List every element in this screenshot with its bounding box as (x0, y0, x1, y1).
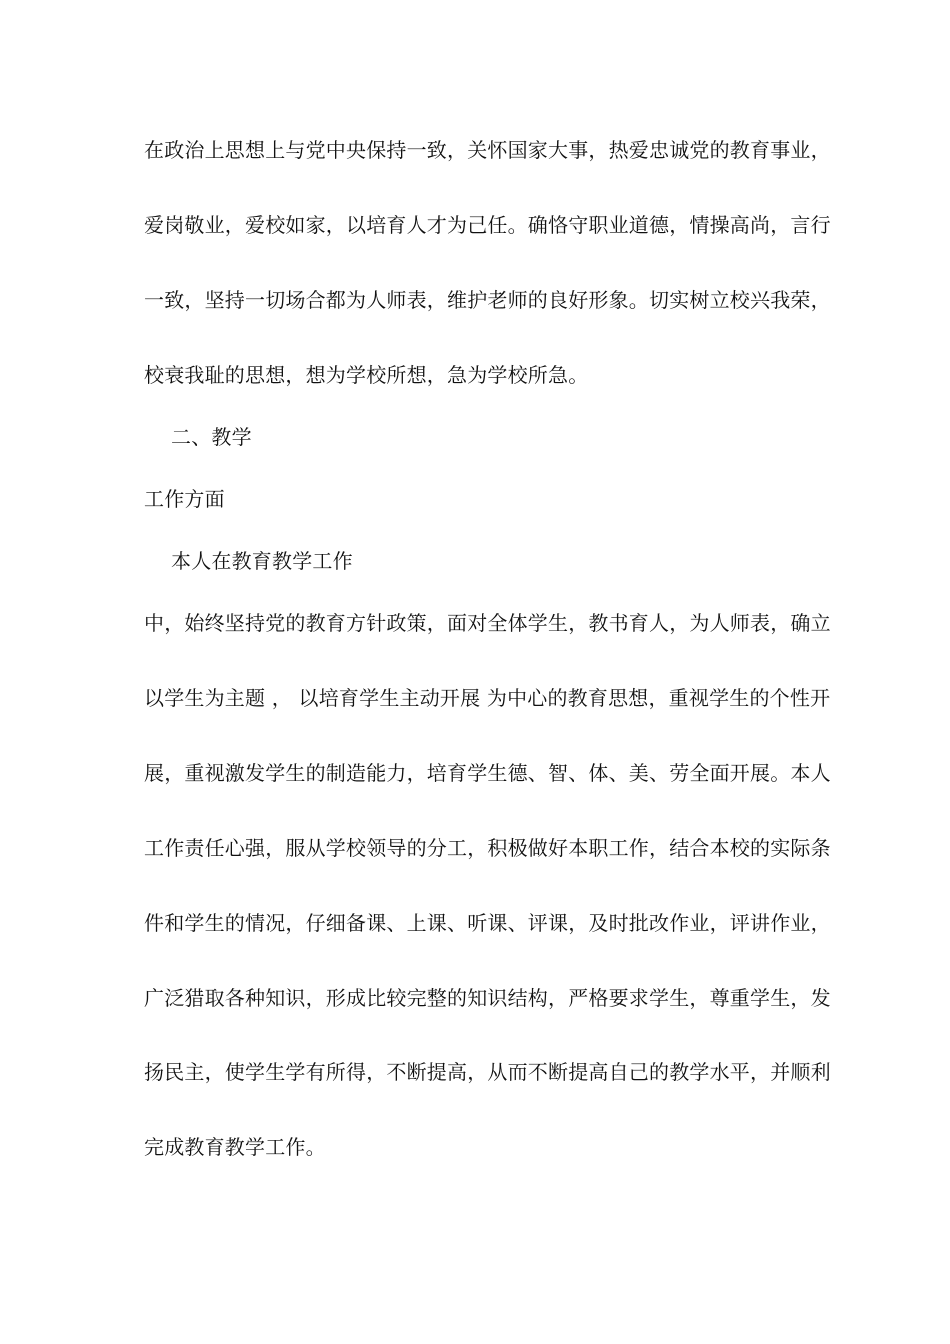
paragraph-start: 本人在教育教学工作 (171, 549, 353, 573)
text-line: 工作责任心强，服从学校领导的分工，积极做好本职工作，结合本校的实际条 (144, 836, 831, 860)
text-line: 中，始终坚持党的教育方针政策，面对全体学生，教书育人，为人师表，确立 (144, 611, 831, 635)
text-line: 完成教育教学工作。 (144, 1135, 326, 1159)
text-line: 以学生为主题 ， 以培育学生主动开展 为中心的教育思想，重视学生的个性开 (144, 686, 831, 710)
text-line: 爱岗敬业，爱校如家，以培育人才为己任。确恪守职业道德，情操高尚，言行 (144, 213, 831, 237)
text-line: 一致，坚持一切场合都为人师表，维护老师的良好形象。切实树立校兴我荣， (144, 288, 831, 312)
text-line: 展，重视激发学生的制造能力，培育学生德、智、体、美、劳全面开展。本人 (144, 761, 831, 785)
text-line: 件和学生的情况，仔细备课、上课、听课、评课，及时批改作业，评讲作业， (144, 911, 831, 935)
section-heading-continued: 工作方面 (144, 487, 225, 511)
text-line: 校衰我耻的思想，想为学校所想，急为学校所急。 (144, 363, 589, 387)
section-heading: 二、教学 (171, 425, 252, 449)
text-line: 扬民主，使学生学有所得，不断提高，从而不断提高自己的教学水平，并顺利 (144, 1060, 831, 1084)
text-line: 广泛猎取各种知识，形成比较完整的知识结构，严格要求学生，尊重学生，发 (144, 986, 831, 1010)
text-line: 在政治上思想上与党中央保持一致，关怀国家大事，热爱忠诚党的教育事业， (144, 138, 831, 162)
